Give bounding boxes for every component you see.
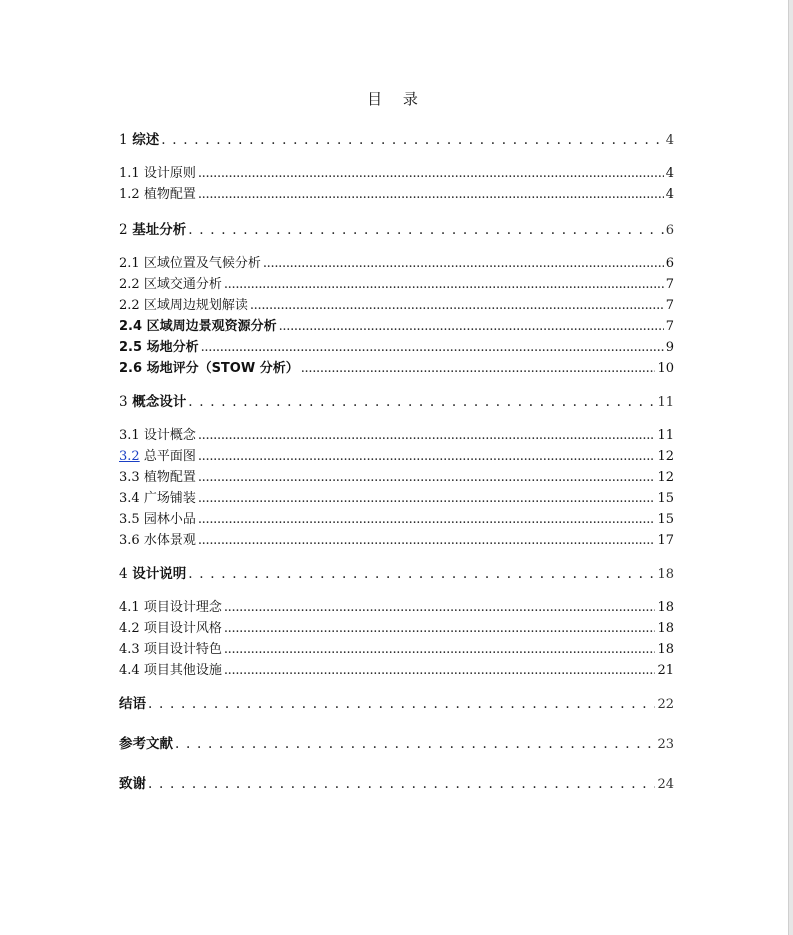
page-number: 10 [657,361,674,376]
item-number: 3.3 [119,470,140,485]
item-label: 园林小品 [143,512,196,527]
dot-leader [224,663,656,678]
dot-leader [198,166,664,181]
chapter-number: 4 [119,566,128,582]
item-label: 广场铺装 [143,491,196,506]
toc-item-2-1[interactable] [119,252,674,271]
item-number: 2.2 [119,298,140,313]
dot-leader [198,449,656,464]
dot-leader [198,187,664,202]
item-label: 项目设计风格 [143,621,222,636]
item-label: 植物配置 [143,187,196,202]
dot-leader [263,256,664,271]
item-number: 4.2 [119,621,140,636]
item-number: 3.6 [119,533,140,548]
page-number: 12 [657,449,674,464]
toc-item-3-5[interactable] [119,508,674,527]
toc-conclusion[interactable] [119,692,674,712]
item-label: 区域位置及气候分析 [143,256,261,271]
toc-chapter-4[interactable] [119,562,674,582]
page-number: 6 [665,256,674,271]
page-number: 24 [657,777,674,792]
dot-leader [250,298,664,313]
item-label: 设计原则 [143,166,196,181]
dot-leader [198,533,656,548]
page-number: 6 [665,223,674,238]
item-label: 区域交通分析 [143,277,222,292]
toc-item-3-6[interactable] [119,529,674,548]
item-number: 3.1 [119,428,140,443]
dot-leader [198,512,656,527]
dot-leader [198,470,656,485]
page-number: 4 [665,187,674,202]
toc-item-3-3[interactable] [119,466,674,485]
toc-item-2-6[interactable] [119,357,674,376]
dot-leader [148,776,655,792]
page-number: 17 [657,533,674,548]
page-edge [788,0,793,935]
toc-item-2-5[interactable] [119,336,674,355]
item-label: 区域周边景观资源分析 [146,319,277,334]
toc-item-2-2[interactable] [119,273,674,292]
toc-references[interactable] [119,732,674,752]
references-label: 参考文献 [119,736,173,752]
dot-leader [224,621,656,636]
toc-item-2-3[interactable] [119,294,674,313]
page-number: 18 [657,642,674,657]
toc-item-3-4[interactable] [119,487,674,506]
item-label: 植物配置 [143,470,196,485]
toc-acknowledgements[interactable] [119,772,674,792]
toc-item-4-4[interactable] [119,659,674,678]
dot-leader [188,394,655,410]
item-number: 2.2 [119,277,140,292]
dot-leader [224,600,656,615]
toc-item-2-4[interactable] [119,315,674,334]
item-label: 水体景观 [143,533,196,548]
toc-item-1-1[interactable] [119,162,674,181]
item-label: 场地分析 [146,340,199,355]
toc-chapter-3[interactable] [119,390,674,410]
toc-item-4-3[interactable] [119,638,674,657]
item-number: 2.6 [119,361,143,376]
dot-leader [148,696,655,712]
item-number: 1.1 [119,166,140,181]
item-label: 区域周边规划解读 [143,298,248,313]
page-number: 18 [657,567,674,582]
chapter-number: 3 [119,394,128,410]
page-number: 4 [665,166,674,181]
chapter-number: 1 [119,132,128,148]
chapter-label: 综述 [132,132,160,148]
dot-leader [224,642,656,657]
toc-item-4-1[interactable] [119,596,674,615]
page-number: 18 [657,600,674,615]
dot-leader [224,277,664,292]
dot-leader [201,340,664,355]
item-label: 总平面图 [143,449,196,464]
toc-chapter-2[interactable] [119,218,674,238]
item-number: 2.5 [119,340,143,355]
item-number: 2.1 [119,256,140,271]
item-number: 4.1 [119,600,140,615]
toc-title: 目 录 [367,90,426,108]
dot-leader [198,428,656,443]
page-number: 7 [665,319,674,334]
page-number: 23 [657,737,674,752]
conclusion-label: 结语 [119,696,146,712]
dot-leader [301,361,656,376]
item-number: 3.5 [119,512,140,527]
item-number: 3.4 [119,491,140,506]
page-number: 15 [657,512,674,527]
toc-item-3-2[interactable] [119,445,674,464]
item-label: 项目设计特色 [143,642,222,657]
page-number: 21 [657,663,674,678]
item-label: 项目设计理念 [143,600,222,615]
toc-item-3-1[interactable] [119,424,674,443]
acknowledgements-label: 致谢 [119,776,146,792]
chapter-number: 2 [119,222,128,238]
page-number: 7 [665,277,674,292]
dot-leader [161,132,663,148]
item-number: 1.2 [119,187,140,202]
page-number: 11 [657,395,674,410]
page-number: 12 [657,470,674,485]
page-number: 4 [665,133,674,148]
chapter-label: 设计说明 [132,566,187,582]
toc-chapter-1[interactable] [119,128,674,148]
item-label: 设计概念 [143,428,196,443]
chapter-label: 基址分析 [132,222,187,238]
toc-item-4-2[interactable] [119,617,674,636]
dot-leader [279,319,664,334]
dot-leader [175,736,655,752]
page-number: 18 [657,621,674,636]
item-number: 2.4 [119,319,143,334]
chapter-label: 概念设计 [132,394,187,410]
page-number: 11 [657,428,674,443]
page-number: 15 [657,491,674,506]
dot-leader [198,491,656,506]
toc-item-1-2[interactable] [119,183,674,202]
item-number: 4.3 [119,642,140,657]
dot-leader [188,222,663,238]
item-number: 4.4 [119,663,140,678]
dot-leader [188,566,655,582]
item-label: 项目其他设施 [143,663,222,678]
page-number: 22 [657,697,674,712]
page-number: 7 [665,298,674,313]
item-number-link[interactable]: 3.2 [119,449,140,464]
page-number: 9 [665,340,674,355]
item-label: 场地评分（STOW 分析） [146,361,299,376]
